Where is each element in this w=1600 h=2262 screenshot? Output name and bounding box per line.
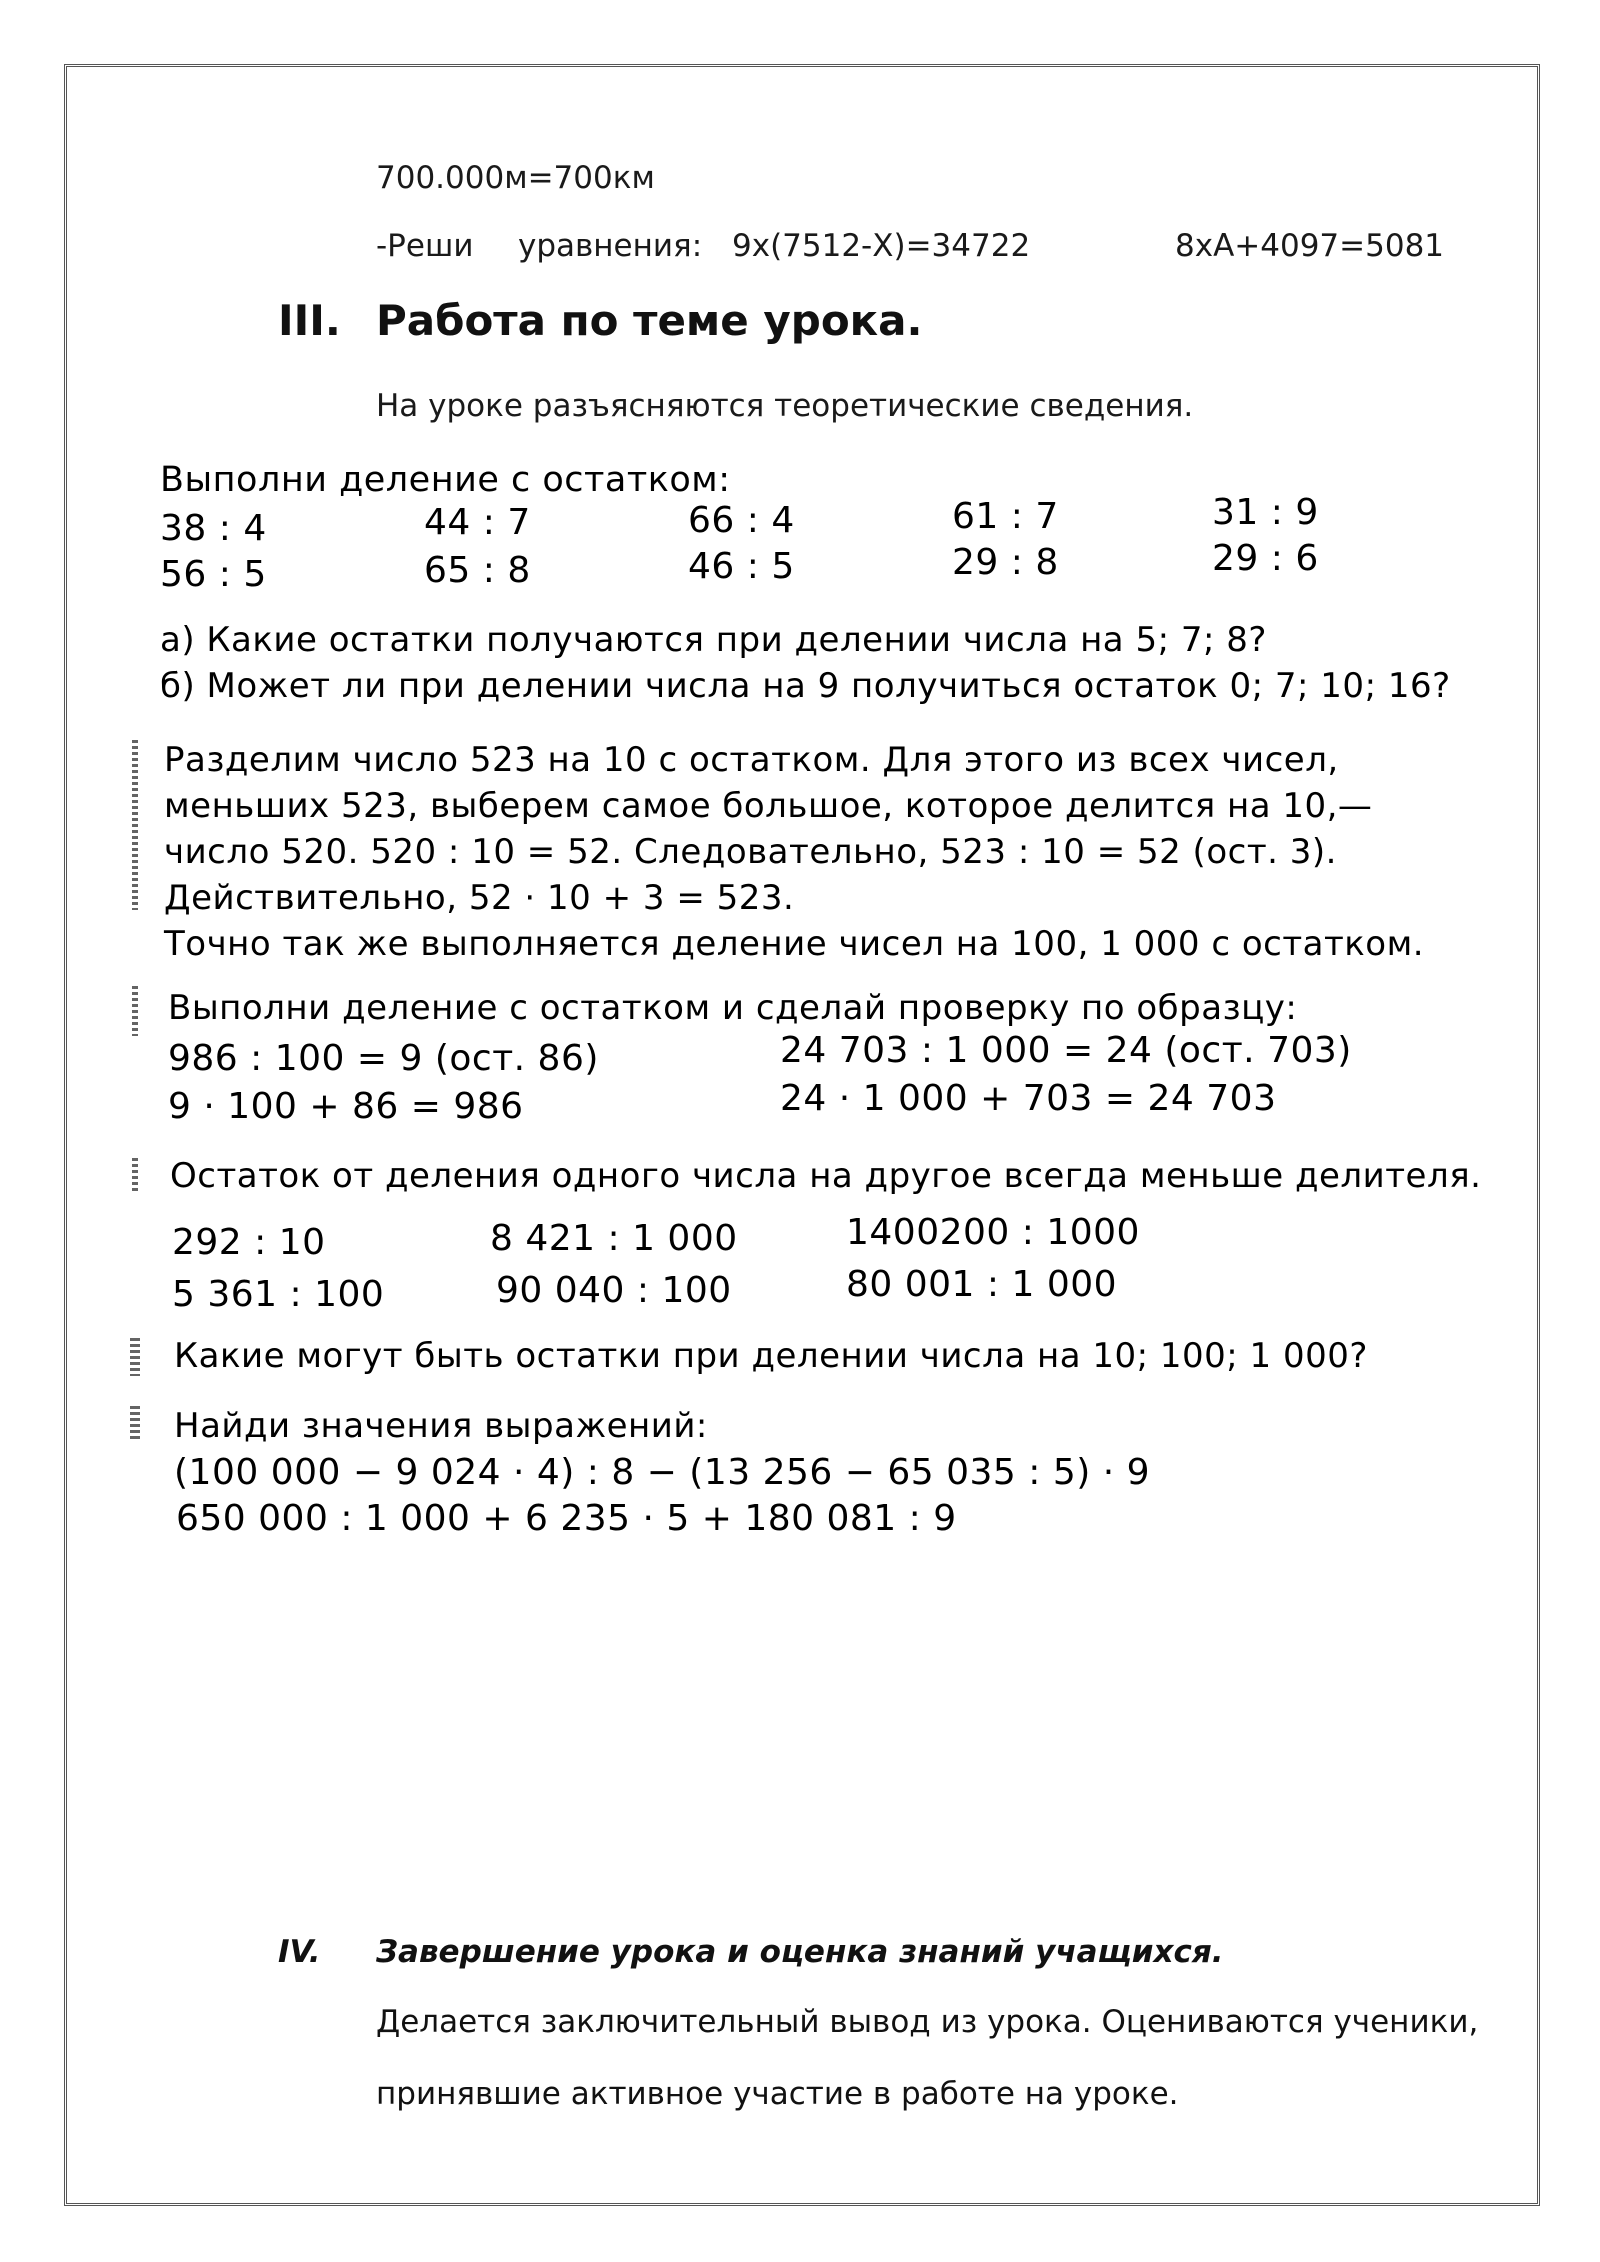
scan-margin-mark — [132, 986, 138, 1036]
task1-item: 31 : 9 — [1212, 492, 1319, 533]
task1-item: 44 : 7 — [424, 502, 531, 543]
textbook-scan — [140, 440, 1482, 1570]
task1-item: 29 : 8 — [952, 542, 1059, 583]
equation-1: 9х(7512-Х)=34722 — [732, 228, 1031, 264]
task2-example: 24 703 : 1 000 = 24 (ост. 703) — [780, 1030, 1352, 1071]
scan-margin-mark — [130, 1338, 140, 1376]
section-3-number: III. — [278, 296, 341, 345]
task1-item: 46 : 5 — [688, 546, 795, 587]
task1-item: 38 : 4 — [160, 508, 267, 549]
section-4-number: IV. — [278, 1934, 321, 1970]
question-b: б) Может ли при делении числа на 9 получиться остаток 0; 7; 10; 16? — [160, 666, 1451, 706]
section-3-note: На уроке разъясняются теоретические сведения. — [376, 388, 1194, 424]
theory-line: число 520. 520 : 10 = 52. Следовательно, 523 : 10 = 52 (ост. 3). — [164, 832, 1337, 872]
theory-line: меньших 523, выберем самое большое, которое делится на 10,— — [164, 786, 1373, 826]
task-word: уравнения: — [518, 228, 703, 264]
section-4-line-1: Делается заключительный вывод из урока. Оцениваются ученики, — [376, 2004, 1479, 2040]
section-4-title: Завершение урока и оценка знаний учащихся. — [376, 1934, 1224, 1970]
task1-title: Выполни деление с остатком: — [160, 460, 731, 500]
task2-example: 9 · 100 + 86 = 986 — [168, 1086, 524, 1127]
task4-expression: (100 000 − 9 024 · 4) : 8 − (13 256 − 65 035 : 5) · 9 — [174, 1452, 1150, 1493]
task4-expression: 650 000 : 1 000 + 6 235 · 5 + 180 081 : 9 — [176, 1498, 957, 1539]
scan-margin-mark — [132, 1158, 138, 1194]
task3-item: 80 001 : 1 000 — [846, 1264, 1118, 1305]
theory-line: Разделим число 523 на 10 с остатком. Для этого из всех чисел, — [164, 740, 1339, 780]
question-a: а) Какие остатки получаются при делении числа на 5; 7; 8? — [160, 620, 1267, 660]
task3-item: 1400200 : 1000 — [846, 1212, 1140, 1253]
remainder-question: Какие могут быть остатки при делении числа на 10; 100; 1 000? — [174, 1336, 1368, 1376]
rule-text: Остаток от деления одного числа на другое всегда меньше делителя. — [170, 1156, 1482, 1196]
task3-item: 8 421 : 1 000 — [490, 1218, 738, 1259]
task3-item: 292 : 10 — [172, 1222, 326, 1263]
conversion-line: 700.000м=700км — [376, 160, 655, 196]
section-4-line-2: принявшие активное участие в работе на уроке. — [376, 2076, 1179, 2112]
theory-line: Точно так же выполняется деление чисел на 100, 1 000 с остатком. — [164, 924, 1425, 964]
section-3-title: Работа по теме урока. — [376, 296, 923, 345]
task3-item: 5 361 : 100 — [172, 1274, 385, 1315]
scan-margin-mark — [130, 1406, 140, 1442]
task2-example: 986 : 100 = 9 (ост. 86) — [168, 1038, 599, 1079]
task1-item: 65 : 8 — [424, 550, 531, 591]
task1-item: 61 : 7 — [952, 496, 1059, 537]
task2-example: 24 · 1 000 + 703 = 24 703 — [780, 1078, 1277, 1119]
theory-line: Действительно, 52 · 10 + 3 = 523. — [164, 878, 795, 918]
task3-item: 90 040 : 100 — [496, 1270, 732, 1311]
equation-2: 8хА+4097=5081 — [1175, 228, 1445, 264]
task1-item: 29 : 6 — [1212, 538, 1319, 579]
task2-title: Выполни деление с остатком и сделай проверку по образцу: — [168, 988, 1298, 1028]
task1-item: 66 : 4 — [688, 500, 795, 541]
scan-margin-mark — [132, 740, 138, 910]
task1-item: 56 : 5 — [160, 554, 267, 595]
task-label: -Реши — [376, 228, 474, 264]
task4-title: Найди значения выражений: — [174, 1406, 708, 1446]
